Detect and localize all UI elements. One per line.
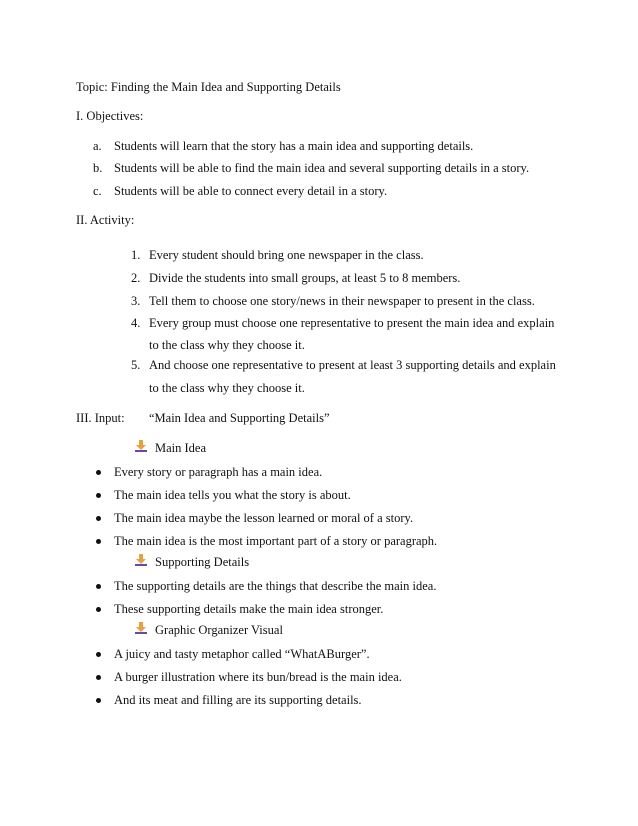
section-label-main-idea: Main Idea (155, 441, 207, 455)
objective-item: Students will be able to connect every detail in a story. (114, 184, 388, 198)
list-item: These supporting details make the main idea stronger. (114, 602, 384, 616)
objective-marker: b. (93, 161, 103, 175)
objectives-heading: I. Objectives: (76, 109, 144, 123)
activity-marker: 1. (131, 248, 141, 262)
list-item: A burger illustration where its bun/bread is the main idea. (114, 670, 402, 684)
section-label-graphic-organizer: Graphic Organizer Visual (155, 623, 283, 637)
activity-heading: II. Activity: (76, 213, 135, 227)
activity-item-continuation: to the class why they choose it. (149, 381, 305, 395)
objective-item: Students will learn that the story has a main idea and supporting details. (114, 139, 474, 153)
arrow-down-icon (134, 439, 148, 453)
bullet-icon (96, 493, 101, 498)
list-item: Every story or paragraph has a main idea. (114, 465, 323, 479)
bullet-icon (96, 516, 101, 521)
list-item: The main idea maybe the lesson learned or moral of a story. (114, 511, 414, 525)
activity-item: Divide the students into small groups, at least 5 to 8 members. (149, 271, 461, 285)
activity-marker: 5. (131, 358, 141, 372)
list-item: A juicy and tasty metaphor called “WhatABurger”. (114, 647, 370, 661)
objective-marker: c. (93, 184, 102, 198)
list-item: The main idea tells you what the story is about. (114, 488, 351, 502)
activity-marker: 4. (131, 316, 141, 330)
topic-heading: Topic: Finding the Main Idea and Supporting Details (76, 80, 341, 94)
input-heading: III. Input: (76, 411, 125, 425)
bullet-icon (96, 675, 101, 680)
bullet-icon (96, 652, 101, 657)
activity-item: And choose one representative to present at least 3 supporting details and explain (149, 358, 556, 372)
arrow-down-icon (134, 621, 148, 635)
arrow-down-icon (134, 553, 148, 567)
bullet-icon (96, 584, 101, 589)
list-item: The main idea is the most important part of a story or paragraph. (114, 534, 438, 548)
bullet-icon (96, 539, 101, 544)
activity-marker: 3. (131, 294, 141, 308)
section-label-supporting-details: Supporting Details (155, 555, 250, 569)
objective-item: Students will be able to find the main idea and several supporting details in a story. (114, 161, 530, 175)
list-item: The supporting details are the things that describe the main idea. (114, 579, 437, 593)
input-title: “Main Idea and Supporting Details” (149, 411, 330, 425)
activity-item: Every group must choose one representative to present the main idea and explain (149, 316, 555, 330)
list-item: And its meat and filling are its supporting details. (114, 693, 362, 707)
bullet-icon (96, 698, 101, 703)
objective-marker: a. (93, 139, 102, 153)
activity-item: Tell them to choose one story/news in their newspaper to present in the class. (149, 294, 535, 308)
bullet-icon (96, 470, 101, 475)
activity-marker: 2. (131, 271, 141, 285)
bullet-icon (96, 607, 101, 612)
activity-item-continuation: to the class why they choose it. (149, 338, 305, 352)
activity-item: Every student should bring one newspaper in the class. (149, 248, 424, 262)
